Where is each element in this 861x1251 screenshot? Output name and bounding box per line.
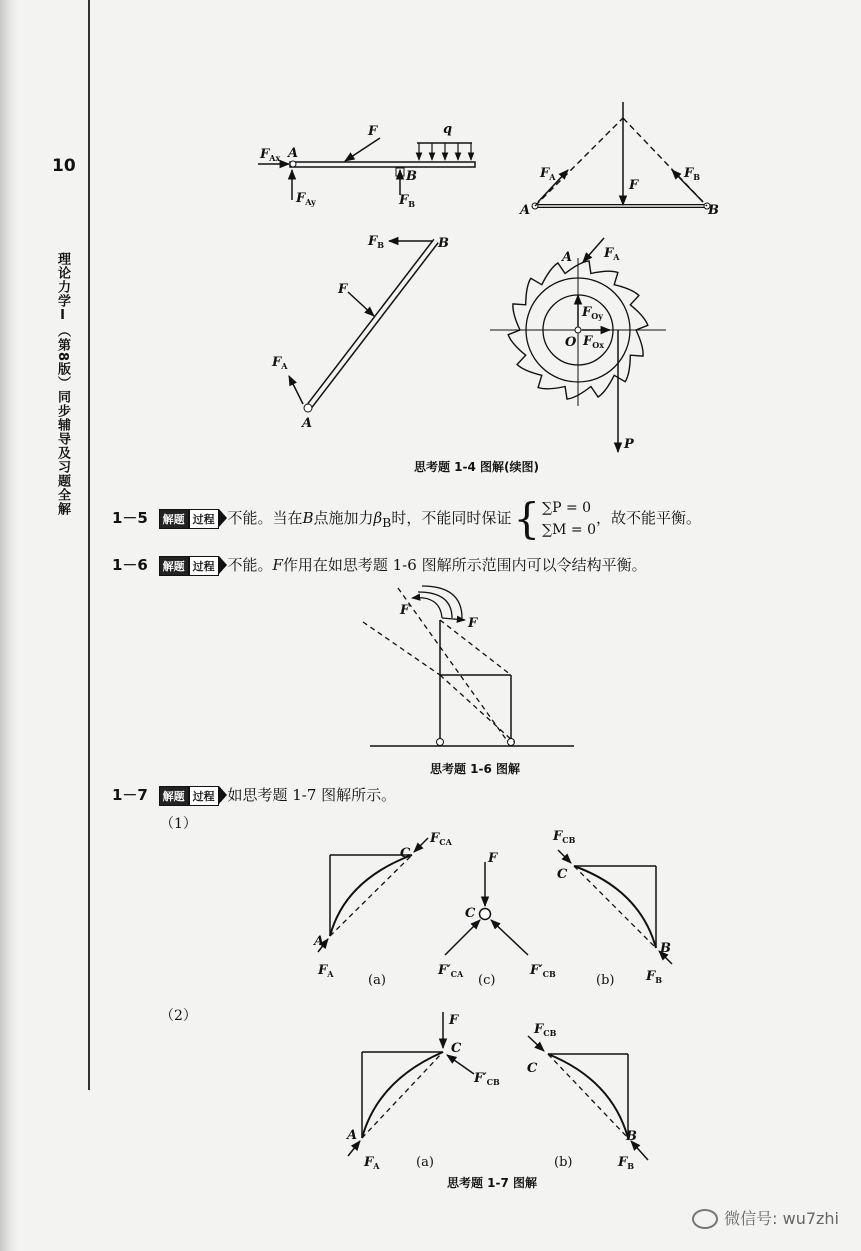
label-FCB: $F_{CB}$ <box>534 1022 557 1038</box>
paragraph-1-7: 1－7 解题 过程 如思考题 1-7 图解所示。 <box>112 786 397 804</box>
label-O: O <box>565 335 577 350</box>
label-A: A <box>314 934 325 949</box>
page-number: 10 <box>52 156 76 176</box>
watermark: 微信号: wu7zhi <box>692 1206 839 1230</box>
label-a: (a) <box>416 1155 434 1170</box>
label-B: B <box>660 941 671 956</box>
label-B: B <box>438 236 449 251</box>
label-A: A <box>347 1128 358 1143</box>
label-F: F <box>449 1013 459 1028</box>
label-F-prime-CB: $F'_{CB}$ <box>530 963 556 979</box>
label-B: B <box>708 203 719 218</box>
label-FOx: $F_{Ox}$ <box>583 334 604 350</box>
label-A: A <box>520 203 531 218</box>
label-FA: $F_A$ <box>318 963 334 979</box>
fig-1-4-beam <box>258 122 475 209</box>
label-F-left: F <box>400 603 410 618</box>
solution-badge: 解题 过程 <box>159 786 219 806</box>
label-F: F <box>488 851 498 866</box>
caption-fig-1-6: 思考题 1-6 图解 <box>430 762 521 776</box>
label-F: F <box>629 178 639 193</box>
label-FA: $F_A$ <box>604 246 620 262</box>
solution-badge: 解题 过程 <box>159 509 219 529</box>
label-FB: $F_B$ <box>618 1155 634 1171</box>
paragraph-1-5: 1－5 解题 过程 不能。当在B点施加力$\beta_B$时，不能同时保证{ ∑P = 0 ∑M = 0，故不能平衡。 <box>112 494 701 543</box>
label-FAy: $F_{Ay}$ <box>296 191 316 207</box>
solution-badge: 解题 过程 <box>159 556 219 576</box>
label-C: C <box>451 1041 462 1056</box>
label-F: F <box>338 282 348 297</box>
label-b: (b) <box>554 1155 573 1170</box>
label-a: (a) <box>368 973 386 988</box>
label-F-prime-CA: $F'_{CA}$ <box>438 963 464 979</box>
fig-1-6 <box>363 586 574 746</box>
caption-fig-1-4: 思考题 1-4 图解(续图) <box>414 460 540 474</box>
label-FA: $F_A$ <box>540 166 556 182</box>
label-C: C <box>527 1061 538 1076</box>
equilibrium-equations: ∑P = 0 ∑M = 0 <box>542 500 596 538</box>
label-B: B <box>626 1129 637 1144</box>
fig-1-7-2a <box>345 1012 500 1171</box>
wechat-icon <box>692 1209 718 1229</box>
fig-1-4-triangle <box>518 102 719 218</box>
label-FAx: $F_{Ax}$ <box>260 147 281 163</box>
label-C: C <box>465 906 476 921</box>
label-FCA: $F_{CA}$ <box>430 831 452 847</box>
problem-number: 1－7 <box>112 786 148 804</box>
label-A: A <box>288 146 299 161</box>
label-C: C <box>400 846 411 861</box>
label-FB: $F_B$ <box>399 193 415 209</box>
fig-1-7-1a <box>312 831 453 988</box>
fig-1-4-bar <box>271 234 449 431</box>
subpart-2: （2） <box>160 1008 197 1024</box>
problem-number: 1－5 <box>112 509 148 527</box>
side-book-title: 理论力学Ⅰ（第8版）同步辅导及习题全解 <box>55 252 70 517</box>
label-b: (b) <box>596 973 615 988</box>
label-A: A <box>562 250 573 265</box>
label-q: q <box>443 122 453 137</box>
label-F: F <box>368 124 378 139</box>
label-FCB: $F_{CB}$ <box>553 829 576 845</box>
fig-1-7-1b <box>552 829 672 988</box>
left-brace: { <box>513 494 541 543</box>
fig-1-7-2b <box>527 1022 648 1171</box>
fig-1-4-wheel <box>490 238 666 452</box>
label-FB: $F_B$ <box>684 166 700 182</box>
paragraph-1-6: 1－6 解题 过程 不能。F作用在如思考题 1-6 图解所示范围内可以令结构平衡。 <box>112 556 647 574</box>
label-F-right: F <box>468 616 478 631</box>
caption-fig-1-7: 思考题 1-7 图解 <box>447 1176 538 1190</box>
label-P: P <box>624 437 634 452</box>
problem-number: 1－6 <box>112 556 148 574</box>
label-FB: $F_B$ <box>646 969 662 985</box>
label-C: C <box>557 867 568 882</box>
label-A: A <box>302 416 313 431</box>
label-c: (c) <box>478 973 496 988</box>
label-F-prime-CB: $F'_{CB}$ <box>474 1071 500 1087</box>
label-B: B <box>406 169 417 184</box>
label-FOy: $F_{Oy}$ <box>582 305 603 321</box>
label-FB: $F_B$ <box>368 234 384 250</box>
label-FA: $F_A$ <box>364 1155 380 1171</box>
fig-1-7-1c <box>437 851 556 988</box>
subpart-1: （1） <box>160 816 197 832</box>
label-FA: $F_A$ <box>272 355 288 371</box>
